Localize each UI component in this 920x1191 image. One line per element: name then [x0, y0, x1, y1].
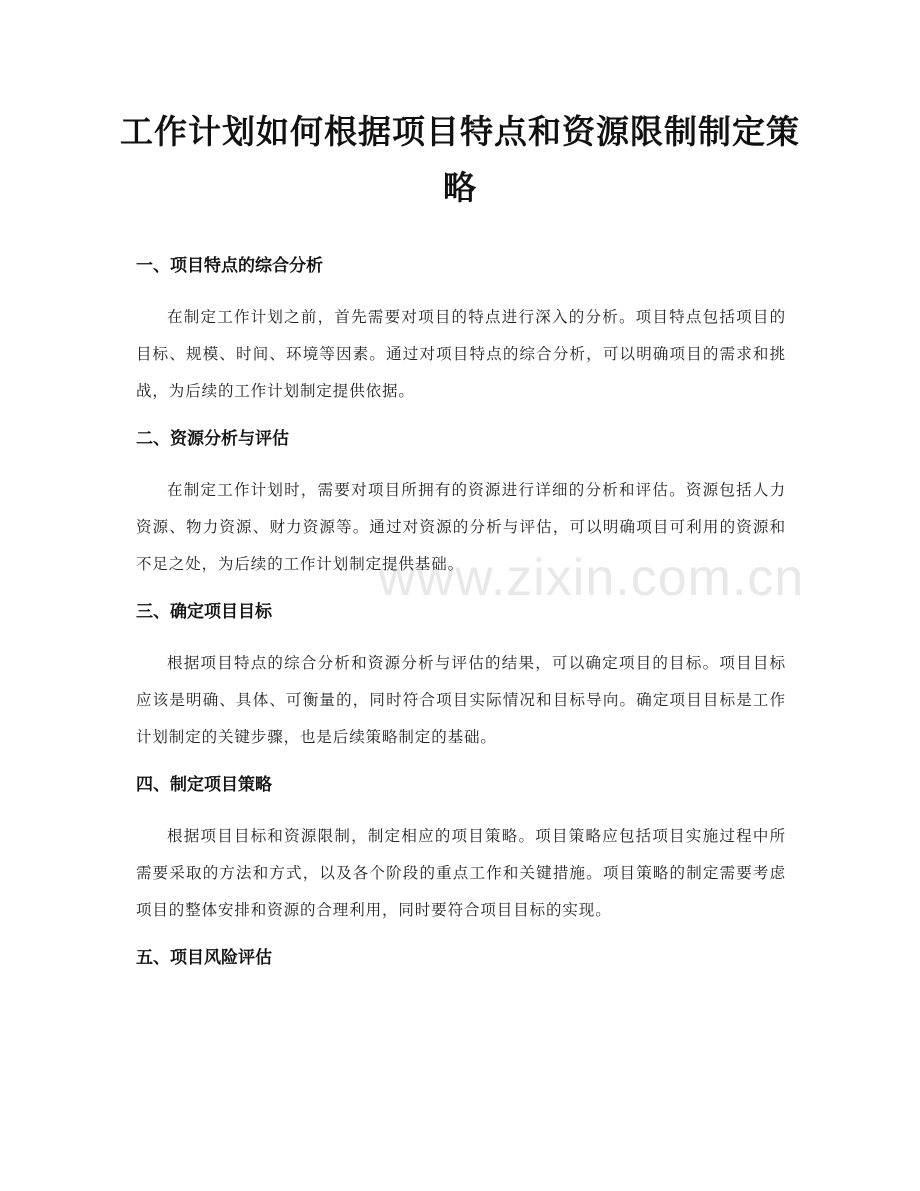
section-heading-3: 三、确定项目目标 — [136, 602, 272, 622]
section-heading-4: 四、制定项目策略 — [136, 775, 272, 795]
watermark: www.zixin.com.cn — [378, 549, 805, 607]
section-body-1: 在制定工作计划之前，首先需要对项目的特点进行深入的分析。项目特点包括项目的目标、规模、时间、环境等因素。通过对项目特点的综合分析，可以明确项目的需求和挑战，为后续的工作计划制定提供依据。 — [136, 308, 786, 400]
document-title: 工作计划如何根据项目特点和资源限制制定策略 — [120, 112, 800, 207]
section-body-4: 根据项目目标和资源限制，制定相应的项目策略。项目策略应包括项目实施过程中所需要采取的方法和方式，以及各个阶段的重点工作和关键措施。项目策略的制定需要考虑项目的整体安排和资源的合理利用，同时要符合项目目标的实现。 — [136, 827, 786, 919]
section-body-2: 在制定工作计划时，需要对项目所拥有的资源进行详细的分析和评估。资源包括人力资源、物力资源、财力资源等。通过对资源的分析与评估，可以明确项目可利用的资源和不足之处，为后续的工作计划制定提供基础。 — [136, 481, 786, 573]
section-heading-2: 二、资源分析与评估 — [136, 429, 289, 449]
section-heading-5: 五、项目风险评估 — [136, 948, 272, 968]
section-body-3: 根据项目特点的综合分析和资源分析与评估的结果，可以确定项目的目标。项目目标应该是明确、具体、可衡量的，同时符合项目实际情况和目标导向。确定项目目标是工作计划制定的关键步骤，也是后续策略制定的基础。 — [136, 654, 786, 746]
section-heading-1: 一、项目特点的综合分析 — [136, 256, 323, 276]
